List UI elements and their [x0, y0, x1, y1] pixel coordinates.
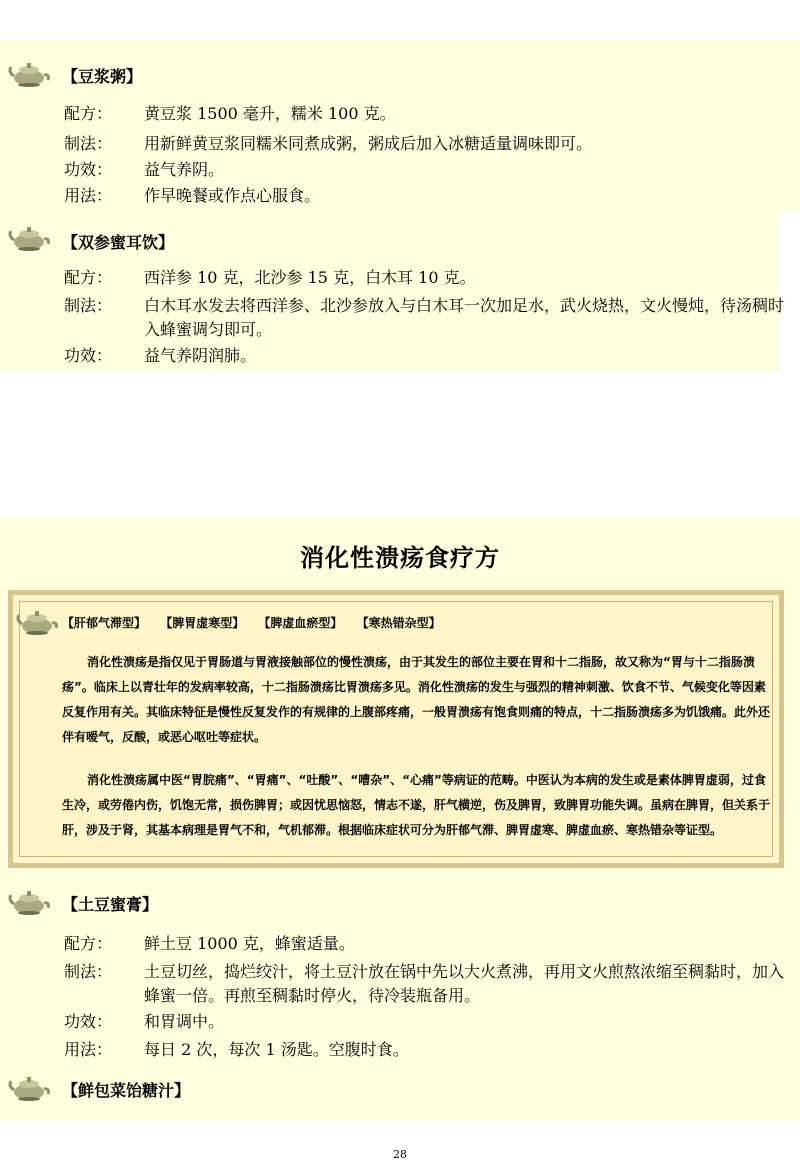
row-label: 配方： [64, 104, 113, 123]
page-number: 28 [393, 1148, 407, 1161]
tag-link[interactable]: 【肝郁气滞型】 [62, 616, 147, 630]
teapot-icon [8, 222, 50, 252]
type-tags [62, 614, 451, 631]
row-value: 和胃调中。 [144, 1012, 225, 1031]
row-value: 每日 2 次，每次 1 汤匙。空腹时食。 [144, 1040, 409, 1059]
tag-link[interactable]: 【脾胃虚寒型】 [160, 616, 245, 630]
row-label: 配方： [64, 268, 113, 287]
recipe-row [64, 184, 764, 208]
row-value: 益气养阴润肺。 [144, 346, 257, 365]
recipe-row [64, 932, 764, 956]
recipe-row [64, 102, 764, 126]
teapot-icon [8, 886, 50, 916]
row-value: 土豆切丝，捣烂绞汁，将土豆汁放在锅中先以大火煮沸，再用文火煎熬浓缩至稠黏时，加入蜂蜜一倍。再煎至稠黏时停火，待冷装瓶备用。 [144, 962, 785, 1005]
recipe-row [64, 294, 784, 344]
recipe-title: 【豆浆粥】 [62, 67, 143, 86]
recipe-title: 【双参蜜耳饮】 [62, 233, 175, 252]
row-value: 益气养阴。 [144, 160, 225, 179]
section-heading: 消化性溃疡食疗方 [300, 544, 500, 572]
row-value: 作早晚餐或作点心服食。 [144, 186, 321, 205]
teapot-icon [16, 606, 58, 636]
tag-link[interactable]: 【脾虚血瘀型】 [258, 616, 343, 630]
row-label: 制法： [64, 962, 113, 981]
intro-paragraph: 消化性溃疡是指仅见于胃肠道与胃液接触部位的慢性溃疡，由于其发生的部位主要在胃和十二指肠，故又称为“胃与十二指肠溃疡”。临床上以青壮年的发病率较高，十二指肠溃疡比胃溃疡多见。消化性溃疡的发生与强烈的精神刺激、饮食不节、气候变化等因素反复作用有关。其临床特征是慢性反复发作的有规律的上腹部疼痛，一般胃溃疡有饱食则痛的特点，十二指肠溃疡多为饥饿痛。此外还伴有嗳气，反酸，或恶心呕吐等症状。 [62, 655, 771, 744]
teapot-icon [8, 58, 50, 88]
row-value: 白木耳水发去将西洋参、北沙参放入与白木耳一次加足水，武火烧热，文火慢炖，待汤稠时入蜂蜜调匀即可。 [144, 296, 785, 339]
recipe-row [64, 1038, 764, 1062]
recipe-title: 【土豆蜜膏】 [62, 895, 159, 914]
recipe-row [64, 158, 764, 182]
tag-link[interactable]: 【寒热错杂型】 [356, 616, 441, 630]
row-label: 功效： [64, 346, 113, 365]
recipe-row [64, 1010, 764, 1034]
recipe-title: 【鲜包菜饴糖汁】 [62, 1081, 191, 1100]
row-value: 西洋参 10 克，北沙参 15 克，白木耳 10 克。 [144, 268, 476, 287]
teapot-icon [8, 1072, 50, 1102]
row-label: 配方： [64, 934, 113, 953]
row-label: 功效： [64, 160, 113, 179]
row-value: 鲜土豆 1000 克，蜂蜜适量。 [144, 934, 355, 953]
row-label: 功效： [64, 1012, 113, 1031]
recipe-row [64, 266, 764, 290]
row-value: 黄豆浆 1500 毫升，糯米 100 克。 [144, 104, 396, 123]
row-label: 用法： [64, 1040, 113, 1059]
row-value: 用新鲜黄豆浆同糯米同煮成粥，粥成后加入冰糖适量调味即可。 [144, 134, 593, 153]
recipe-row [64, 132, 764, 156]
recipe-row [64, 344, 764, 368]
row-label: 用法： [64, 186, 113, 205]
row-label: 制法： [64, 296, 113, 315]
row-label: 制法： [64, 134, 113, 153]
intro-paragraph: 消化性溃疡属中医“胃脘痛”、“胃痛”、“吐酸”、“嘈杂”、“心痛”等病证的范畴。中医认为本病的发生或是素体脾胃虚弱，过食生冷，或劳倦内伤，饥饱无常，损伤脾胃；或因忧思恼怒，情志不遂，肝气横逆，伤及脾胃，致脾胃功能失调。虽病在脾胃，但关系于肝，涉及于肾，其基本病理是胃气不和，气机郁滞。根据临床症状可分为肝郁气滞、脾胃虚寒、脾虚血瘀、寒热错杂等证型。 [62, 773, 771, 837]
recipe-row [64, 960, 794, 1010]
